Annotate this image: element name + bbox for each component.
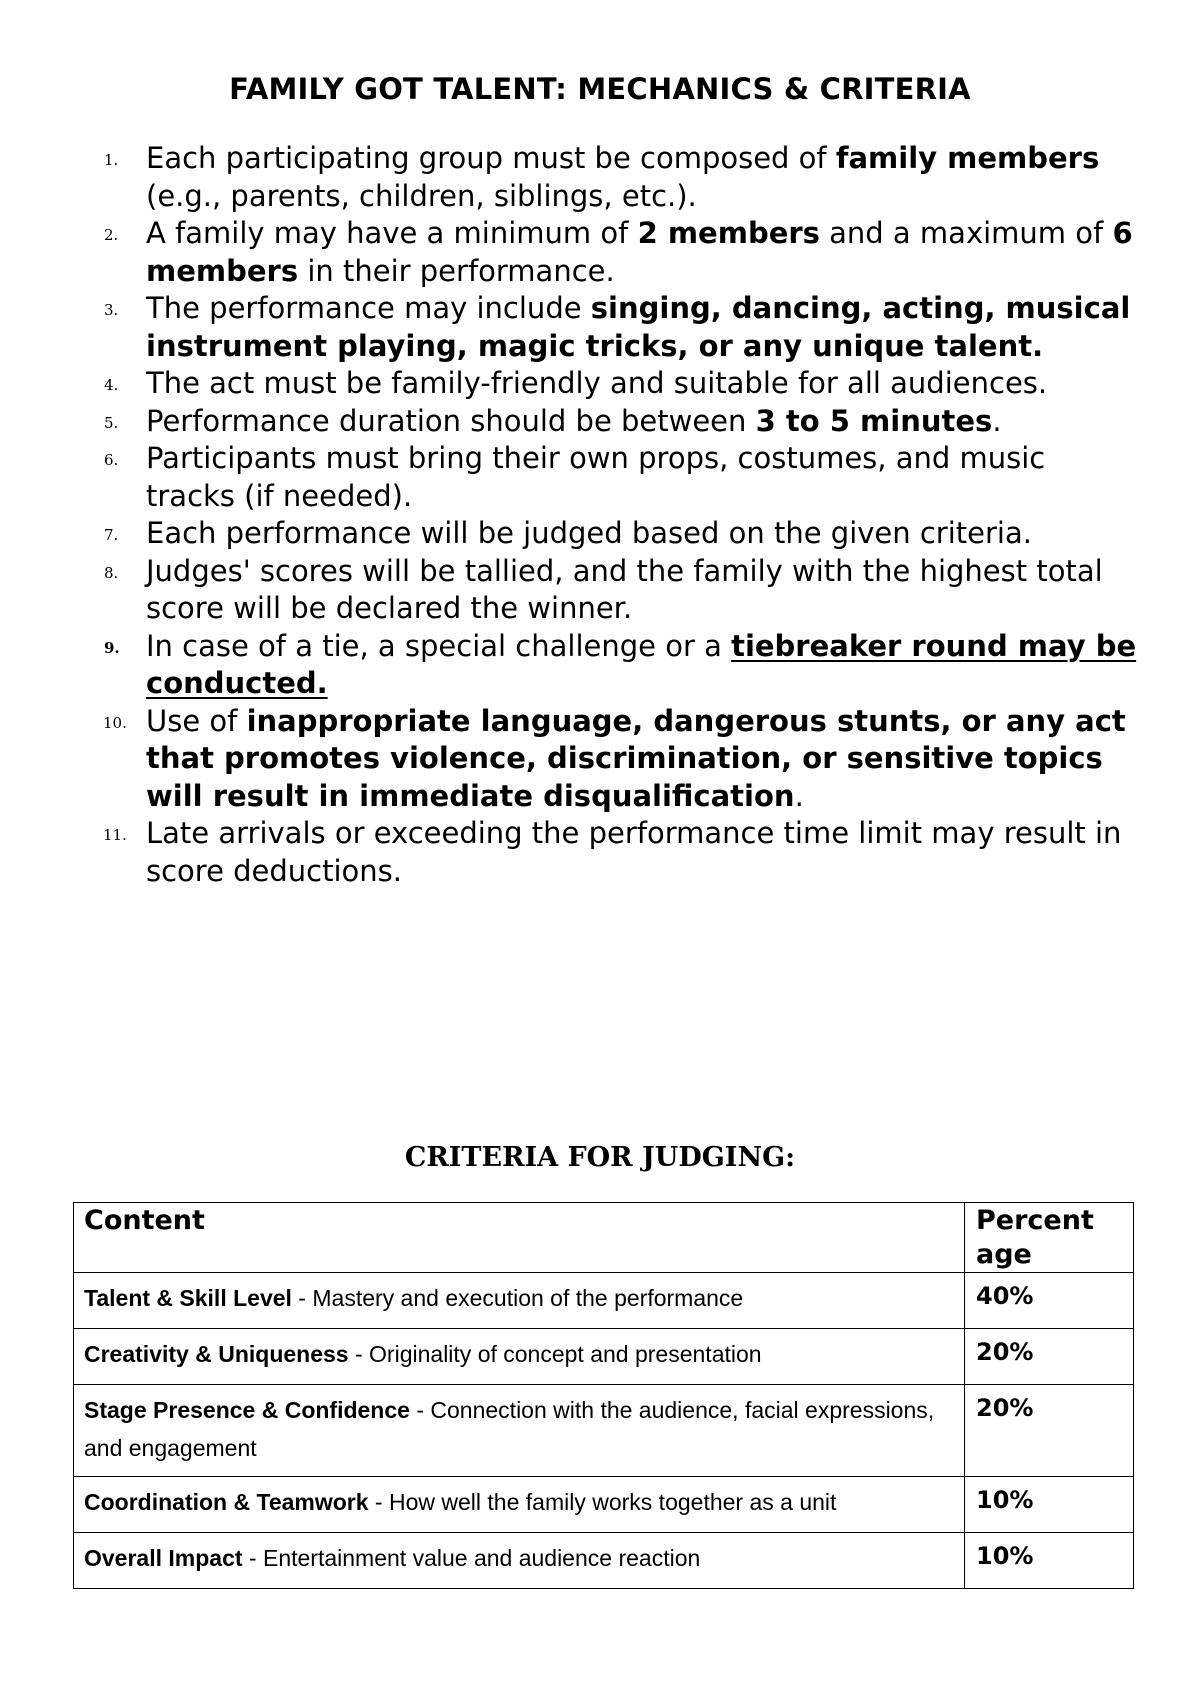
rule-segment: Each performance will be judged based on the given criteria.: [146, 516, 1032, 550]
rule-number: 10.: [103, 713, 127, 732]
criterion-cell: [74, 1477, 965, 1533]
criterion-percentage: 10%: [965, 1477, 1134, 1533]
rule-segment: A family may have a minimum of: [146, 216, 638, 250]
criteria-row: [74, 1385, 1134, 1477]
rule-item: [0, 403, 1200, 441]
rule-segment: (e.g., parents, children, siblings, etc.).: [146, 178, 697, 213]
rule-number: 3.: [104, 301, 119, 319]
rule-item: [0, 815, 1200, 890]
criterion-name: Overall Impact: [84, 1545, 243, 1571]
rule-text: [146, 404, 1002, 438]
criterion-cell: [74, 1329, 965, 1385]
criterion-separator: -: [348, 1341, 370, 1367]
document-title: FAMILY GOT TALENT: MECHANICS & CRITERIA: [229, 72, 971, 106]
criterion-name: Creativity & Uniqueness: [84, 1341, 349, 1367]
rule-number: 9.: [104, 638, 120, 657]
rule-text: [146, 554, 1103, 626]
criterion-percentage: 10%: [965, 1533, 1134, 1589]
rule-text: [146, 141, 1099, 213]
rule-emphasis: singing, dancing, acting, musical instrument playing, magic tricks, or any unique talent.: [146, 291, 1131, 363]
rule-number: 11.: [103, 826, 127, 844]
criterion-separator: -: [291, 1285, 313, 1311]
criterion-name: Stage Presence & Confidence: [84, 1397, 410, 1423]
criterion-name: Coordination & Teamwork: [84, 1489, 369, 1515]
rule-segment: .: [794, 778, 804, 813]
rule-item: [0, 140, 1200, 215]
rule-number: 1.: [104, 151, 119, 169]
rule-text: [146, 704, 1126, 813]
rule-item: [0, 440, 1200, 515]
criterion-name: Talent & Skill Level: [84, 1285, 292, 1311]
rule-segment: Participants must bring their own props, costumes, and music tracks (if needed).: [146, 441, 1046, 513]
rule-number: 2.: [104, 226, 119, 244]
rule-segment: Judges' scores will be tallied, and the family with the highest total score will be declared the winner.: [146, 553, 1103, 625]
percentage-column-header: Percent age: [965, 1203, 1134, 1273]
rule-text: [146, 629, 1136, 701]
criteria-table-header-row: [74, 1203, 1134, 1273]
rule-item: [0, 215, 1200, 290]
rule-emphasis: tiebreaker round may be conducted.: [146, 628, 1137, 700]
criteria-row: [74, 1477, 1134, 1533]
criterion-percentage: 40%: [965, 1273, 1134, 1329]
criterion-description: Mastery and execution of the performance: [312, 1285, 744, 1311]
rule-item: [0, 628, 1200, 703]
rule-item: [0, 365, 1200, 403]
rule-emphasis: family members: [835, 141, 1100, 175]
rule-item: [0, 290, 1200, 365]
rule-text: [146, 216, 1133, 288]
rule-item: [0, 703, 1200, 816]
criteria-row: [74, 1533, 1134, 1589]
rule-emphasis: inappropriate language, dangerous stunts, or any act that promotes violence, discrimination, or sensitive topics will result in immediate disqualification: [146, 703, 1126, 813]
criterion-description: Entertainment value and audience reaction: [262, 1545, 701, 1571]
rule-item: [0, 553, 1200, 628]
rule-text: [146, 516, 1032, 550]
rule-segment: in their performance.: [298, 253, 615, 288]
rule-text: [146, 366, 1047, 400]
criteria-table: [73, 1202, 1134, 1589]
rule-emphasis: 3 to 5 minutes: [755, 403, 993, 438]
rule-segment: Late arrivals or exceeding the performance time limit may result in score deductions.: [146, 816, 1122, 888]
rule-number: 7.: [104, 526, 119, 544]
criterion-separator: -: [368, 1489, 389, 1515]
criterion-description: Originality of concept and presentation: [369, 1341, 762, 1367]
criterion-description: Connection with the audience, facial expressions, and engagement: [84, 1397, 935, 1461]
criterion-separator: -: [242, 1545, 263, 1571]
criterion-percentage: 20%: [965, 1385, 1134, 1477]
rule-segment: The act must be family-friendly and suitable for all audiences.: [146, 366, 1048, 400]
rule-segment: The performance may include: [146, 291, 591, 325]
rule-segment: Each participating group must be composed of: [146, 141, 836, 175]
rule-number: 6.: [104, 451, 119, 469]
criterion-description: How well the family works together as a unit: [389, 1489, 837, 1515]
criteria-heading: CRITERIA FOR JUDGING:: [404, 1142, 796, 1173]
rule-segment: In case of a tie, a special challenge or a: [146, 628, 732, 663]
rule-text: [146, 291, 1130, 363]
rule-emphasis: 2 members: [637, 216, 820, 250]
rule-number: 4.: [104, 376, 119, 394]
rule-segment: Use of: [146, 703, 247, 738]
criterion-cell: [74, 1273, 965, 1329]
rule-emphasis: 6 members: [146, 216, 1133, 288]
rule-segment: .: [992, 403, 1002, 438]
rule-item: [0, 515, 1200, 553]
criteria-row: [74, 1329, 1134, 1385]
criterion-cell: [74, 1533, 965, 1589]
mechanics-list: [0, 140, 1200, 890]
rule-text: [146, 816, 1121, 888]
criterion-percentage: 20%: [965, 1329, 1134, 1385]
rule-text: [146, 441, 1045, 513]
rule-segment: Performance duration should be between: [146, 403, 756, 438]
content-column-header: Content: [74, 1203, 965, 1273]
criterion-separator: -: [409, 1397, 431, 1423]
rule-number: 8.: [104, 563, 119, 582]
rule-number: 5.: [104, 413, 119, 432]
criterion-cell: [74, 1385, 965, 1477]
rule-segment: and a maximum of: [819, 216, 1113, 250]
criteria-row: [74, 1273, 1134, 1329]
